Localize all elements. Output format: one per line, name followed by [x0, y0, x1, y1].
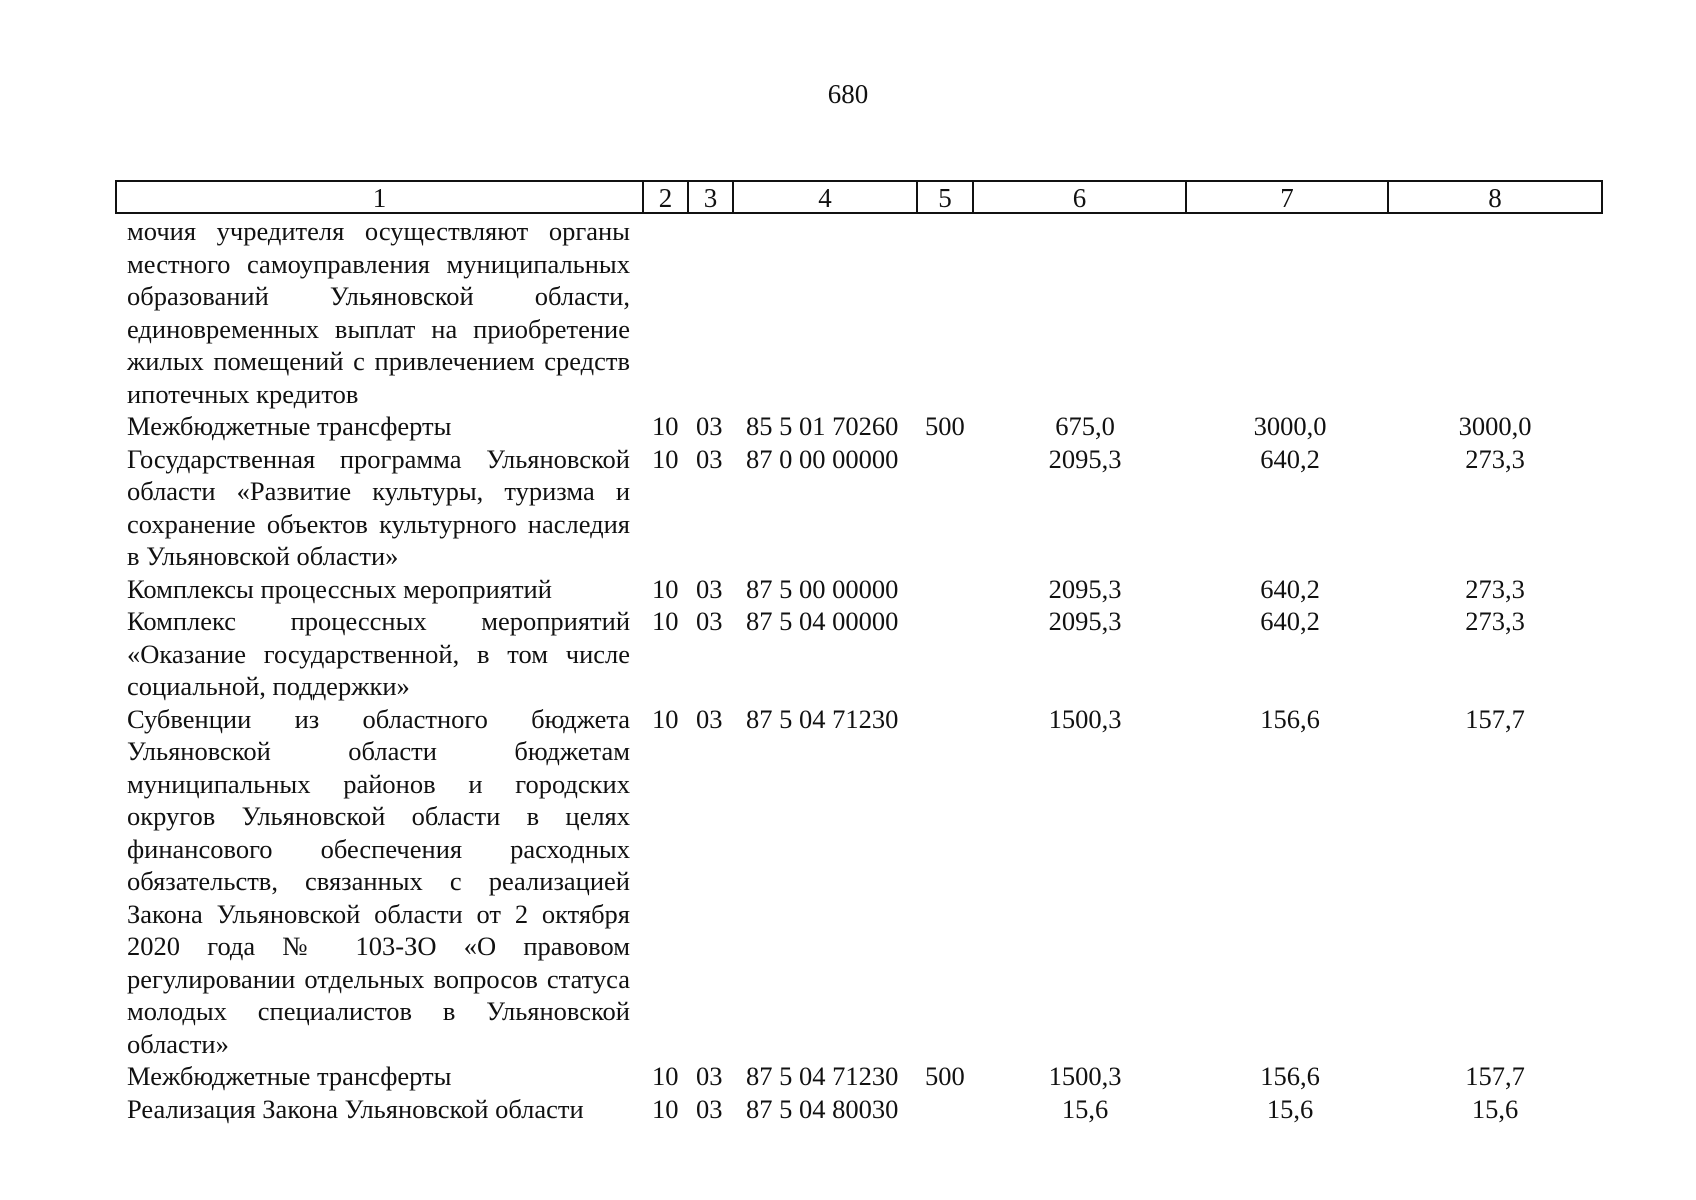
row-subsection: 03 — [696, 606, 723, 636]
row-amount-col8: 157,7 — [1465, 703, 1525, 734]
row-description: Межбюджетные трансферты — [127, 411, 452, 441]
row-amount-col8: 273,3 — [1465, 573, 1525, 604]
row-target-code: 87 0 00 00000 — [746, 443, 899, 474]
table-row — [0, 1060, 1696, 1093]
row-subsection: 03 — [696, 443, 723, 474]
row-amount-col6: 2095,3 — [1048, 443, 1122, 474]
table-row — [0, 215, 1696, 410]
row-description: Государственная программа Ульяновской области «Развитие культуры, туризма и сохранение объектов культурного наследия в Ульяновской области» — [127, 443, 630, 571]
row-description: Комплекс процессных мероприятий «Оказание государственной, в том числе социальной, поддержки» — [127, 606, 630, 701]
row-section: 10 — [652, 443, 679, 474]
row-amount-col7: 3000,0 — [1253, 411, 1327, 441]
row-subsection: 03 — [696, 411, 723, 441]
row-description: Комплексы процессных мероприятий — [127, 573, 552, 604]
row-subsection: 03 — [696, 703, 723, 734]
row-expense-type: 500 — [925, 411, 965, 441]
row-amount-col6: 1500,3 — [1048, 1061, 1122, 1091]
row-amount-col7: 15,6 — [1266, 1093, 1314, 1124]
table-body — [0, 215, 1696, 1125]
row-target-code: 87 5 00 00000 — [746, 573, 899, 604]
row-description: Субвенции из областного бюджета Ульяновской области бюджетам муниципальных районов и городских округов Ульяновской области в целях финансового обеспечения расходных обязательств, связанных с реализацией Закона Ульяновской области от 2 октября 2020 года № 103-ЗО «О правовом регулировании отдельных вопросов статуса молодых специалистов в Ульяновской области» — [127, 703, 630, 1059]
row-expense-type: 500 — [925, 1061, 965, 1091]
row-amount-col8: 273,3 — [1465, 443, 1525, 474]
row-target-code: 85 5 01 70260 — [746, 411, 899, 441]
row-section: 10 — [652, 1061, 679, 1091]
row-target-code: 87 5 04 00000 — [746, 606, 899, 636]
row-amount-col8: 3000,0 — [1458, 411, 1532, 441]
row-target-code: 87 5 04 71230 — [746, 1061, 899, 1091]
table-row — [0, 443, 1696, 573]
row-section: 10 — [652, 1093, 679, 1124]
row-amount-col8: 157,7 — [1465, 1061, 1525, 1091]
header-col-4: 4 — [734, 182, 918, 212]
table-row — [0, 703, 1696, 1061]
row-subsection: 03 — [696, 1093, 723, 1124]
row-description: Межбюджетные трансферты — [127, 1061, 452, 1091]
header-col-8: 8 — [1488, 183, 1502, 213]
header-col-2: 2 — [644, 182, 689, 212]
row-target-code: 87 5 04 80030 — [746, 1093, 899, 1124]
header-col-7: 7 — [1187, 182, 1389, 212]
row-amount-col7: 156,6 — [1260, 1061, 1320, 1091]
row-amount-col6: 2095,3 — [1048, 573, 1122, 604]
table-header — [115, 180, 1603, 214]
row-amount-col8: 15,6 — [1471, 1093, 1519, 1124]
row-amount-col6: 675,0 — [1055, 411, 1115, 441]
table-row — [0, 1093, 1696, 1126]
row-amount-col8: 273,3 — [1465, 606, 1525, 636]
header-col-6: 6 — [974, 182, 1187, 212]
page-number: 680 — [827, 79, 869, 109]
row-amount-col6: 1500,3 — [1048, 703, 1122, 734]
row-description: мочия учредителя осуществляют органы местного самоуправления муниципальных образований Ульяновской области, единовременных выплат на приобретение жилых помещений с привлечением средств ипотечных кредитов — [127, 216, 630, 409]
row-subsection: 03 — [696, 573, 723, 604]
row-target-code: 87 5 04 71230 — [746, 703, 899, 734]
row-subsection: 03 — [696, 1061, 723, 1091]
row-amount-col7: 640,2 — [1260, 573, 1320, 604]
row-amount-col6: 15,6 — [1061, 1093, 1109, 1124]
row-description: Реализация Закона Ульяновской области — [127, 1093, 584, 1124]
header-col-5: 5 — [918, 182, 974, 212]
table-row — [0, 573, 1696, 606]
row-amount-col6: 2095,3 — [1048, 606, 1122, 636]
row-section: 10 — [652, 606, 679, 636]
row-section: 10 — [652, 411, 679, 441]
header-col-3: 3 — [689, 182, 734, 212]
row-amount-col7: 640,2 — [1260, 443, 1320, 474]
table-row — [0, 605, 1696, 703]
row-section: 10 — [652, 573, 679, 604]
header-col-1: 1 — [117, 182, 644, 212]
row-amount-col7: 156,6 — [1260, 703, 1320, 734]
row-amount-col7: 640,2 — [1260, 606, 1320, 636]
table-row — [0, 410, 1696, 443]
row-section: 10 — [652, 703, 679, 734]
